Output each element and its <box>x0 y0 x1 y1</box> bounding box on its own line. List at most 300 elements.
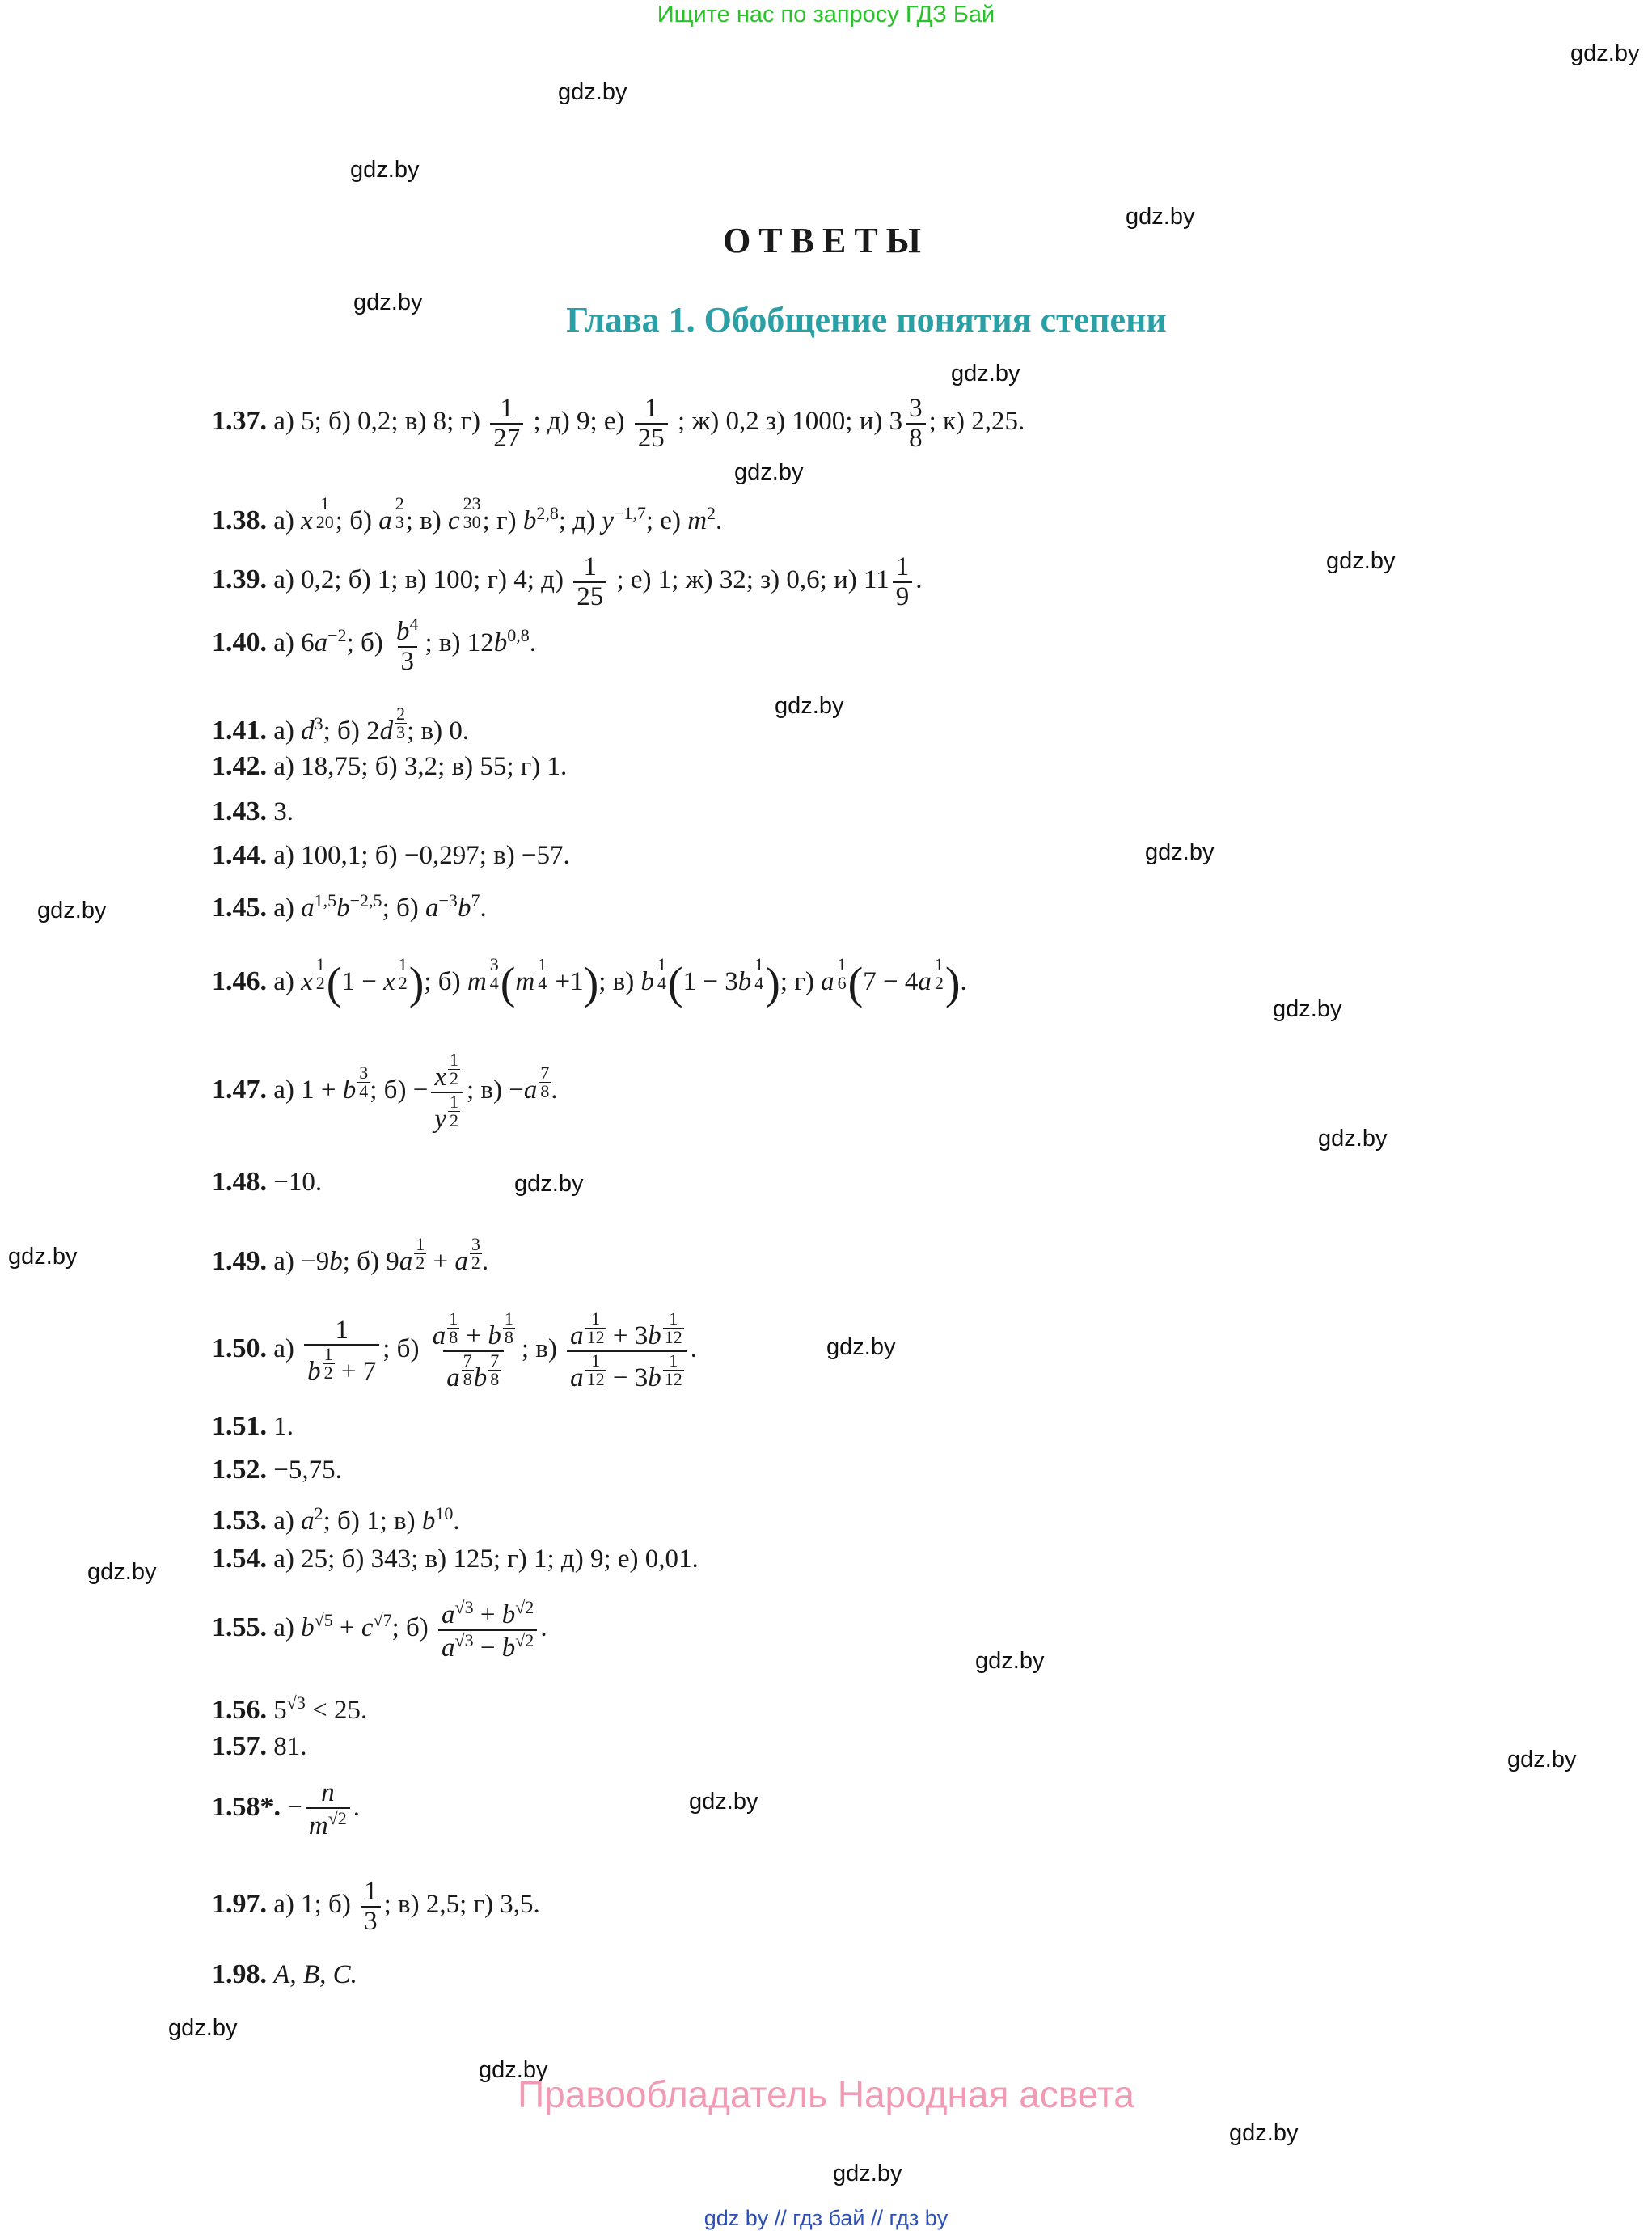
numerator: 1 <box>591 1350 601 1371</box>
exponent: −3 <box>438 890 458 911</box>
answer-number: 1.50. <box>212 1333 267 1364</box>
operator: − <box>480 1633 496 1663</box>
variable: a <box>301 894 315 923</box>
answer-text: 3. <box>273 797 294 826</box>
watermark: gdz.by <box>975 1648 1045 1674</box>
variable: a <box>425 894 439 923</box>
exponent-fraction <box>448 1051 460 1088</box>
answer-text: ; б) <box>335 506 372 535</box>
term: 1 <box>570 967 584 996</box>
answer-number: 1.37. <box>212 406 267 437</box>
numerator: 1 <box>669 1308 678 1329</box>
answer-text: ; б) <box>382 894 419 923</box>
denominator: 4 <box>657 973 666 993</box>
answer-number: 1.42. <box>212 751 267 781</box>
answer-text: а) <box>273 1506 294 1536</box>
numerator <box>429 1310 518 1350</box>
answer-number: 1.44. <box>212 840 267 870</box>
answer-number: 1.58*. <box>212 1792 281 1823</box>
exponent-fraction <box>323 1346 335 1382</box>
numerator: 3 <box>489 954 499 974</box>
answer-text: ; д) <box>558 506 596 535</box>
fraction <box>635 395 668 452</box>
footer-links[interactable]: gdz by // гдз бай // гдз by <box>703 2206 949 2230</box>
fraction <box>393 615 422 675</box>
answer-1-58 <box>212 1779 360 1840</box>
fraction <box>361 1878 381 1935</box>
answer-number: 1.53. <box>212 1506 267 1536</box>
variable: b <box>342 1075 357 1105</box>
answer-text: ; к) 2,25. <box>928 407 1025 437</box>
answer-number: 1.40. <box>212 627 267 658</box>
variable: m <box>687 506 708 535</box>
variable: b <box>329 1247 343 1276</box>
watermark: gdz.by <box>1273 996 1342 1022</box>
exponent-fraction <box>470 1236 482 1272</box>
denominator: 8 <box>490 1368 500 1389</box>
variable: x <box>383 967 395 996</box>
variable: y <box>602 506 614 535</box>
numerator: 1 <box>754 954 764 974</box>
operator: + <box>555 967 571 996</box>
answer-text: ; б) 2 <box>323 716 380 746</box>
variable: x <box>434 1063 446 1092</box>
answer-text: ; б) <box>346 628 383 658</box>
answer-1-44 <box>212 838 570 873</box>
denominator: 8 <box>906 423 926 453</box>
answer-1-56 <box>212 1685 367 1728</box>
variable: a <box>821 967 834 996</box>
numerator: 1 <box>320 493 330 513</box>
watermark: gdz.by <box>87 1559 157 1585</box>
denominator: 12 <box>664 1368 682 1389</box>
answer-text: а) <box>273 894 294 923</box>
watermark: gdz.by <box>168 2015 238 2041</box>
fraction <box>438 1598 537 1662</box>
watermark: gdz.by <box>833 2161 902 2187</box>
answer-text: а) 25; б) 343; в) 125; г) 1; д) 9; е) 0,01. <box>273 1544 699 1574</box>
variable: a <box>446 1363 460 1392</box>
term: 4 <box>904 967 919 996</box>
denominator <box>567 1350 687 1392</box>
fraction <box>304 1316 379 1386</box>
denominator: 2 <box>934 973 944 993</box>
answer-1-54 <box>212 1541 699 1577</box>
fraction <box>893 553 913 611</box>
variable: y <box>434 1104 446 1134</box>
numerator: 1 <box>335 1315 349 1345</box>
denominator: 30 <box>463 512 481 532</box>
variable: c <box>361 1613 374 1643</box>
variable: b <box>488 1321 501 1350</box>
exponent-fraction <box>836 956 848 992</box>
numerator: 1 <box>934 954 944 974</box>
variable: a <box>570 1363 584 1392</box>
watermark: gdz.by <box>8 1244 78 1270</box>
watermark: gdz.by <box>1126 204 1195 230</box>
denominator: 12 <box>664 1327 682 1347</box>
exponent-fraction <box>656 956 668 992</box>
answer-number: 1.49. <box>212 1246 267 1276</box>
answer-1-41 <box>212 705 469 749</box>
answer-1-43 <box>212 794 294 830</box>
exponent-fraction <box>395 705 407 742</box>
denominator <box>443 1350 504 1392</box>
exponent: 0,8 <box>507 625 530 646</box>
answer-number: 1.56. <box>212 1695 267 1725</box>
term: 1 <box>341 967 355 996</box>
exponent-fraction <box>447 1310 459 1346</box>
watermark: gdz.by <box>353 289 423 315</box>
term: + 3 <box>612 1321 649 1350</box>
answer-number: 1.38. <box>212 505 267 535</box>
exponent-fraction <box>663 1310 684 1346</box>
variable: b <box>473 1363 488 1392</box>
answer-1-98 <box>212 1957 357 1992</box>
numerator: 1 <box>323 1344 333 1365</box>
exponent-fraction <box>462 495 483 531</box>
fraction <box>906 395 926 452</box>
exponent: 4 <box>409 614 419 634</box>
watermark: gdz.by <box>775 693 844 719</box>
paren: ) <box>583 958 599 1009</box>
answer-text: . <box>529 628 537 658</box>
answer-text: ; в) 0. <box>407 716 470 746</box>
operator: − <box>361 967 377 996</box>
numerator: 1 <box>398 954 408 974</box>
answer-text: . <box>453 1506 460 1536</box>
denominator: 12 <box>586 1368 605 1389</box>
answer-text: . <box>915 565 923 595</box>
numerator: 1 <box>504 1308 513 1329</box>
answer-1-42 <box>212 749 567 784</box>
variable: a <box>442 1600 455 1629</box>
denominator: 8 <box>449 1327 458 1347</box>
denominator: 4 <box>489 973 499 993</box>
watermark: gdz.by <box>951 361 1020 387</box>
answer-number: 1.57. <box>212 1731 267 1761</box>
watermark: gdz.by <box>37 898 107 923</box>
numerator: 2 <box>396 704 406 724</box>
copyright-note: Правообладатель Народная асвета <box>518 2073 1134 2115</box>
denominator: 25 <box>635 423 668 453</box>
numerator: 1 <box>669 1350 678 1371</box>
answer-1-46 <box>212 954 967 1009</box>
term: − 3 <box>612 1363 649 1392</box>
denominator: 6 <box>837 973 847 993</box>
exponent: √3 <box>454 1629 474 1650</box>
denominator <box>431 1092 463 1134</box>
variable: d <box>301 716 315 746</box>
exponent: 1,5 <box>314 890 337 911</box>
answer-text: а) 5; б) 0,2; в) 8; г) <box>273 407 481 437</box>
variable: m <box>467 967 487 996</box>
numerator: 1 <box>583 552 597 581</box>
variable: x <box>301 506 313 535</box>
answer-text: ; в) <box>405 506 442 535</box>
answer-1-55 <box>212 1598 547 1662</box>
numerator <box>567 1310 687 1350</box>
exponent: √5 <box>314 1610 333 1631</box>
denominator: 2 <box>416 1253 425 1273</box>
variable: m <box>308 1811 328 1840</box>
exponent-fraction <box>357 1064 370 1101</box>
answer-1-38 <box>212 495 722 539</box>
watermark: gdz.by <box>1507 1747 1577 1773</box>
numerator: 3 <box>359 1063 369 1084</box>
answer-text: . <box>690 1334 697 1364</box>
exponent: −1,7 <box>613 503 646 523</box>
page-title: ОТВЕТЫ <box>723 221 929 260</box>
variable: b <box>640 967 654 996</box>
numerator: 1 <box>315 954 325 974</box>
numerator: 7 <box>540 1063 550 1084</box>
answer-text: ; в) − <box>466 1075 524 1105</box>
answer-text: а) <box>273 1613 294 1643</box>
variable: a <box>523 1075 538 1105</box>
answer-text: ; ж) 0,2 з) 1000; и) 3 <box>678 407 903 437</box>
numerator: 7 <box>463 1350 472 1371</box>
denominator: 20 <box>315 512 334 532</box>
variable: b <box>336 894 350 923</box>
answer-text: ; б) − <box>370 1075 429 1105</box>
operator: + <box>339 1613 355 1643</box>
denominator: 8 <box>540 1081 550 1102</box>
answer-1-57 <box>212 1729 307 1764</box>
exponent: 2 <box>314 1503 323 1523</box>
fraction <box>567 1310 687 1392</box>
exponent: √2 <box>515 1629 534 1650</box>
variable: b <box>421 1506 436 1536</box>
answer-text: а) <box>273 506 294 535</box>
answer-number: 1.45. <box>212 893 267 923</box>
variable: b <box>737 967 752 996</box>
watermark: gdz.by <box>350 157 420 183</box>
watermark: gdz.by <box>1326 548 1396 574</box>
answer-1-47 <box>212 1051 558 1133</box>
fraction <box>306 1779 350 1840</box>
exponent: 2 <box>707 503 716 523</box>
numerator: 23 <box>463 493 481 513</box>
answer-text: ; б) 1; в) <box>323 1506 416 1536</box>
denominator: 27 <box>490 423 523 453</box>
answer-1-39 <box>212 553 923 611</box>
exponent-fraction <box>753 956 765 992</box>
denominator: 2 <box>471 1253 480 1273</box>
answer-text: . <box>551 1075 558 1105</box>
exponent-fraction <box>488 1352 501 1388</box>
numerator <box>438 1598 537 1629</box>
denominator <box>438 1629 537 1663</box>
denominator: 2 <box>398 973 408 993</box>
answer-text: а) 6 <box>273 628 315 658</box>
answer-text: − <box>287 1793 302 1823</box>
exponent-fraction <box>933 956 945 992</box>
exponent: √3 <box>286 1692 306 1713</box>
numerator: 3 <box>471 1234 480 1254</box>
denominator: 8 <box>463 1368 472 1389</box>
answer-text: ; г) <box>780 967 814 996</box>
answer-text: −10. <box>273 1168 323 1197</box>
paren: ( <box>500 958 516 1009</box>
answer-text: ; е) 1; ж) 32; з) 0,6; и) 11 <box>616 565 889 595</box>
answer-1-53 <box>212 1496 460 1539</box>
exponent-fraction <box>315 956 327 992</box>
answer-text: ; б) <box>382 1334 420 1364</box>
answer-1-45 <box>212 883 487 926</box>
exponent: √7 <box>373 1610 392 1631</box>
numerator: 1 <box>416 1234 425 1254</box>
variable: b <box>301 1613 315 1643</box>
answer-text: ; в) <box>598 967 635 996</box>
answer-text: а) 100,1; б) −0,297; в) −57. <box>273 841 570 870</box>
answer-number: 1.51. <box>212 1411 267 1441</box>
exponent-fraction <box>503 1310 515 1346</box>
variable: a <box>454 1247 468 1276</box>
answer-1-49 <box>212 1236 488 1279</box>
variable: a <box>301 1506 315 1536</box>
denominator: 2 <box>449 1109 458 1130</box>
answer-1-40 <box>212 615 536 675</box>
answer-number: 1.54. <box>212 1544 267 1574</box>
operator: + <box>480 1600 496 1629</box>
variable: a <box>314 628 328 658</box>
variable: b <box>396 617 410 646</box>
exponent-fraction <box>448 1093 460 1130</box>
watermark: gdz.by <box>734 459 804 485</box>
exponent: √2 <box>515 1597 534 1617</box>
operator: − <box>703 967 718 996</box>
variable: b <box>501 1600 516 1629</box>
answer-text: 81. <box>273 1732 307 1761</box>
numerator: 1 <box>449 1308 458 1329</box>
denominator: 12 <box>586 1327 605 1347</box>
denominator: 3 <box>396 722 406 742</box>
watermark: gdz.by <box>1145 839 1215 865</box>
answer-text: < 25. <box>312 1696 368 1725</box>
answer-text: 1. <box>273 1412 294 1441</box>
answer-1-51 <box>212 1409 294 1444</box>
answer-text: а) 1; б) <box>273 1890 351 1920</box>
denominator: 8 <box>504 1327 513 1347</box>
exponent: √2 <box>327 1807 347 1828</box>
fraction <box>431 1051 463 1133</box>
exponent-fraction <box>394 495 406 531</box>
denominator: 2 <box>449 1068 458 1088</box>
answer-number: 1.52. <box>212 1455 267 1485</box>
answer-text: ; в) 2,5; г) 3,5. <box>383 1890 540 1920</box>
paren: ) <box>944 958 961 1009</box>
term: 1 <box>682 967 697 996</box>
answer-text: а) −9 <box>273 1247 330 1276</box>
variable: a <box>378 506 392 535</box>
answer-1-48 <box>212 1164 322 1200</box>
answer-text: ; в) 12 <box>425 628 494 658</box>
denominator: 3 <box>361 1906 381 1936</box>
answer-number: 1.41. <box>212 716 267 746</box>
exponent-fraction <box>663 1352 684 1388</box>
fraction <box>490 395 523 452</box>
variable: c <box>448 506 460 535</box>
denominator: 3 <box>398 646 418 676</box>
denominator: 3 <box>395 512 404 532</box>
numerator: 1 <box>538 954 547 974</box>
answer-number: 1.98. <box>212 1959 267 1989</box>
answer-number: 1.46. <box>212 966 267 996</box>
answer-number: 1.55. <box>212 1612 267 1643</box>
variable: m <box>515 967 535 996</box>
exponent: 10 <box>435 1503 454 1523</box>
chapter-heading: Глава 1. Обобщение понятия степени <box>566 300 1167 340</box>
numerator: 3 <box>909 394 923 423</box>
search-banner: Ищите нас по запросу ГДЗ Бай <box>657 2 995 27</box>
watermark: gdz.by <box>558 79 627 105</box>
exponent-fraction <box>414 1236 426 1272</box>
answer-text: ; б) <box>424 967 461 996</box>
answer-text: ; г) <box>482 506 517 535</box>
exponent: 7 <box>471 890 480 911</box>
numerator: 1 <box>837 954 847 974</box>
answer-text: . <box>716 506 723 535</box>
exponent-fraction <box>536 956 548 992</box>
paren: ( <box>667 958 683 1009</box>
watermark: gdz.by <box>1570 40 1640 66</box>
answer-text: а) <box>273 716 294 746</box>
numerator: 1 <box>657 954 666 974</box>
denominator: 2 <box>315 973 325 993</box>
variable: a <box>918 967 932 996</box>
denominator: 9 <box>893 581 913 611</box>
numerator: 1 <box>644 394 658 423</box>
numerator: 2 <box>395 493 404 513</box>
denominator: 25 <box>573 581 606 611</box>
exponent: −2 <box>327 625 347 646</box>
watermark: gdz.by <box>1229 2120 1299 2146</box>
answer-text: ; е) <box>645 506 681 535</box>
numerator: 1 <box>449 1091 458 1112</box>
answer-number: 1.39. <box>212 564 267 595</box>
fraction <box>429 1310 518 1392</box>
answer-text: а) 0,2; б) 1; в) 100; г) 4; д) <box>273 565 564 595</box>
denominator <box>306 1807 350 1840</box>
answer-number: 1.48. <box>212 1167 267 1197</box>
answer-text: . <box>480 894 487 923</box>
variable: d <box>379 716 394 746</box>
paren: ( <box>326 958 342 1009</box>
variable: b <box>457 894 471 923</box>
term: 5 <box>273 1696 287 1725</box>
variable: b <box>493 628 508 658</box>
fraction <box>573 553 606 611</box>
watermark: gdz.by <box>479 2057 548 2083</box>
watermark: gdz.by <box>1318 1126 1388 1151</box>
exponent-fraction <box>585 1352 606 1388</box>
answer-text: . <box>481 1247 489 1276</box>
answer-text: а) 18,75; б) 3,2; в) 55; г) 1. <box>273 752 568 781</box>
variable: b <box>648 1363 661 1392</box>
answer-text: . <box>960 967 967 996</box>
operator: − <box>883 967 898 996</box>
variable: a <box>570 1321 584 1350</box>
answer-text: ; б) 9 <box>342 1247 399 1276</box>
answer-number: 1.47. <box>212 1075 267 1105</box>
paren: ) <box>765 958 780 1009</box>
exponent-fraction <box>397 956 409 992</box>
denominator: 4 <box>754 973 764 993</box>
exponent-fraction <box>315 495 336 531</box>
denominator: 4 <box>359 1081 369 1102</box>
variable: b <box>307 1357 321 1387</box>
